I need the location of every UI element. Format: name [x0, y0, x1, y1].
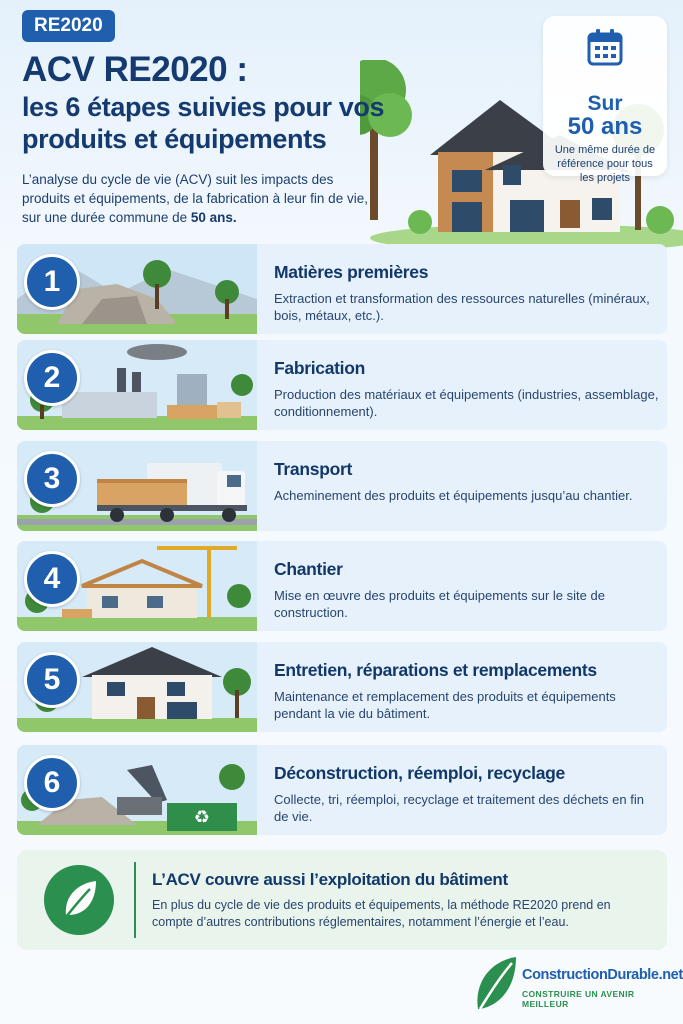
step-description: Maintenance et remplacement des produits et équipements pendant la vie du bâtiment. — [274, 689, 616, 721]
step-title: Fabrication — [274, 358, 366, 378]
intro-paragraph — [22, 170, 382, 227]
step-title: Déconstruction, réemploi, recyclage — [274, 763, 565, 783]
intro-text: L’analyse du cycle de vie (ACV) suit les impacts des produits et équipements, de la fabrication à leur fin de vie, sur une durée commune de — [22, 172, 368, 225]
leaf-icon — [44, 865, 114, 935]
page-subtitle: les 6 étapes suivies pour vos produits et équipements — [22, 92, 385, 154]
step-description: Extraction et transformation des ressources naturelles (minéraux, bois, métaux, etc.). — [274, 291, 650, 323]
step-title: Matières premières — [274, 262, 429, 282]
step-number: 5 — [24, 652, 80, 708]
brand-name: ConstructionDurable.net — [522, 967, 683, 983]
step-number: 2 — [24, 350, 80, 406]
hero-section — [0, 0, 683, 250]
note-description: En plus du cycle de vie des produits et équipements, la méthode RE2020 prend en compte d’autres contributions réglementaires, notamment l’énergie et l’eau. — [152, 898, 611, 929]
step-card-3 — [17, 441, 667, 531]
exploitation-note-card — [17, 850, 667, 950]
step-number: 6 — [24, 755, 80, 811]
step-title: Entretien, réparations et remplacements — [274, 660, 597, 680]
step-description: Acheminement des produits et équipements jusqu’au chantier. — [274, 488, 633, 503]
reference-subtitle: Une même durée de référence pour tous les projets — [554, 144, 656, 184]
step-card-4 — [17, 541, 667, 631]
note-title: L’ACV couvre aussi l’exploitation du bâtiment — [152, 870, 508, 889]
brand-leaf-icon — [472, 955, 518, 1013]
intro-bold: 50 ans. — [190, 210, 237, 225]
reference-sur: Sur — [587, 92, 623, 115]
step-card-1 — [17, 244, 667, 334]
brand-logo[interactable] — [472, 955, 683, 1015]
step-card-6 — [17, 745, 667, 835]
step-number: 4 — [24, 551, 80, 607]
step-number: 1 — [24, 254, 80, 310]
step-title: Transport — [274, 459, 353, 479]
reference-duration: 50 ans — [567, 113, 643, 140]
svg-text:♻: ♻ — [193, 807, 211, 828]
calendar-icon — [587, 28, 623, 66]
step-card-5 — [17, 642, 667, 732]
step-description: Production des matériaux et équipements (industries, assemblage, conditionnement). — [274, 387, 659, 419]
step-card-2 — [17, 340, 667, 430]
separator — [134, 862, 136, 938]
step-title: Chantier — [274, 559, 343, 579]
step-description: Collecte, tri, réemploi, recyclage et traitement des déchets en fin de vie. — [274, 792, 644, 824]
brand-tagline: CONSTRUIRE UN AVENIR MEILLEUR — [522, 989, 635, 1009]
re2020-badge: RE2020 — [22, 10, 115, 42]
reference-duration-card — [543, 16, 667, 184]
step-number: 3 — [24, 451, 80, 507]
step-description: Mise en œuvre des produits et équipements sur le site de construction. — [274, 588, 605, 620]
page-title: ACV RE2020 : — [22, 50, 248, 89]
